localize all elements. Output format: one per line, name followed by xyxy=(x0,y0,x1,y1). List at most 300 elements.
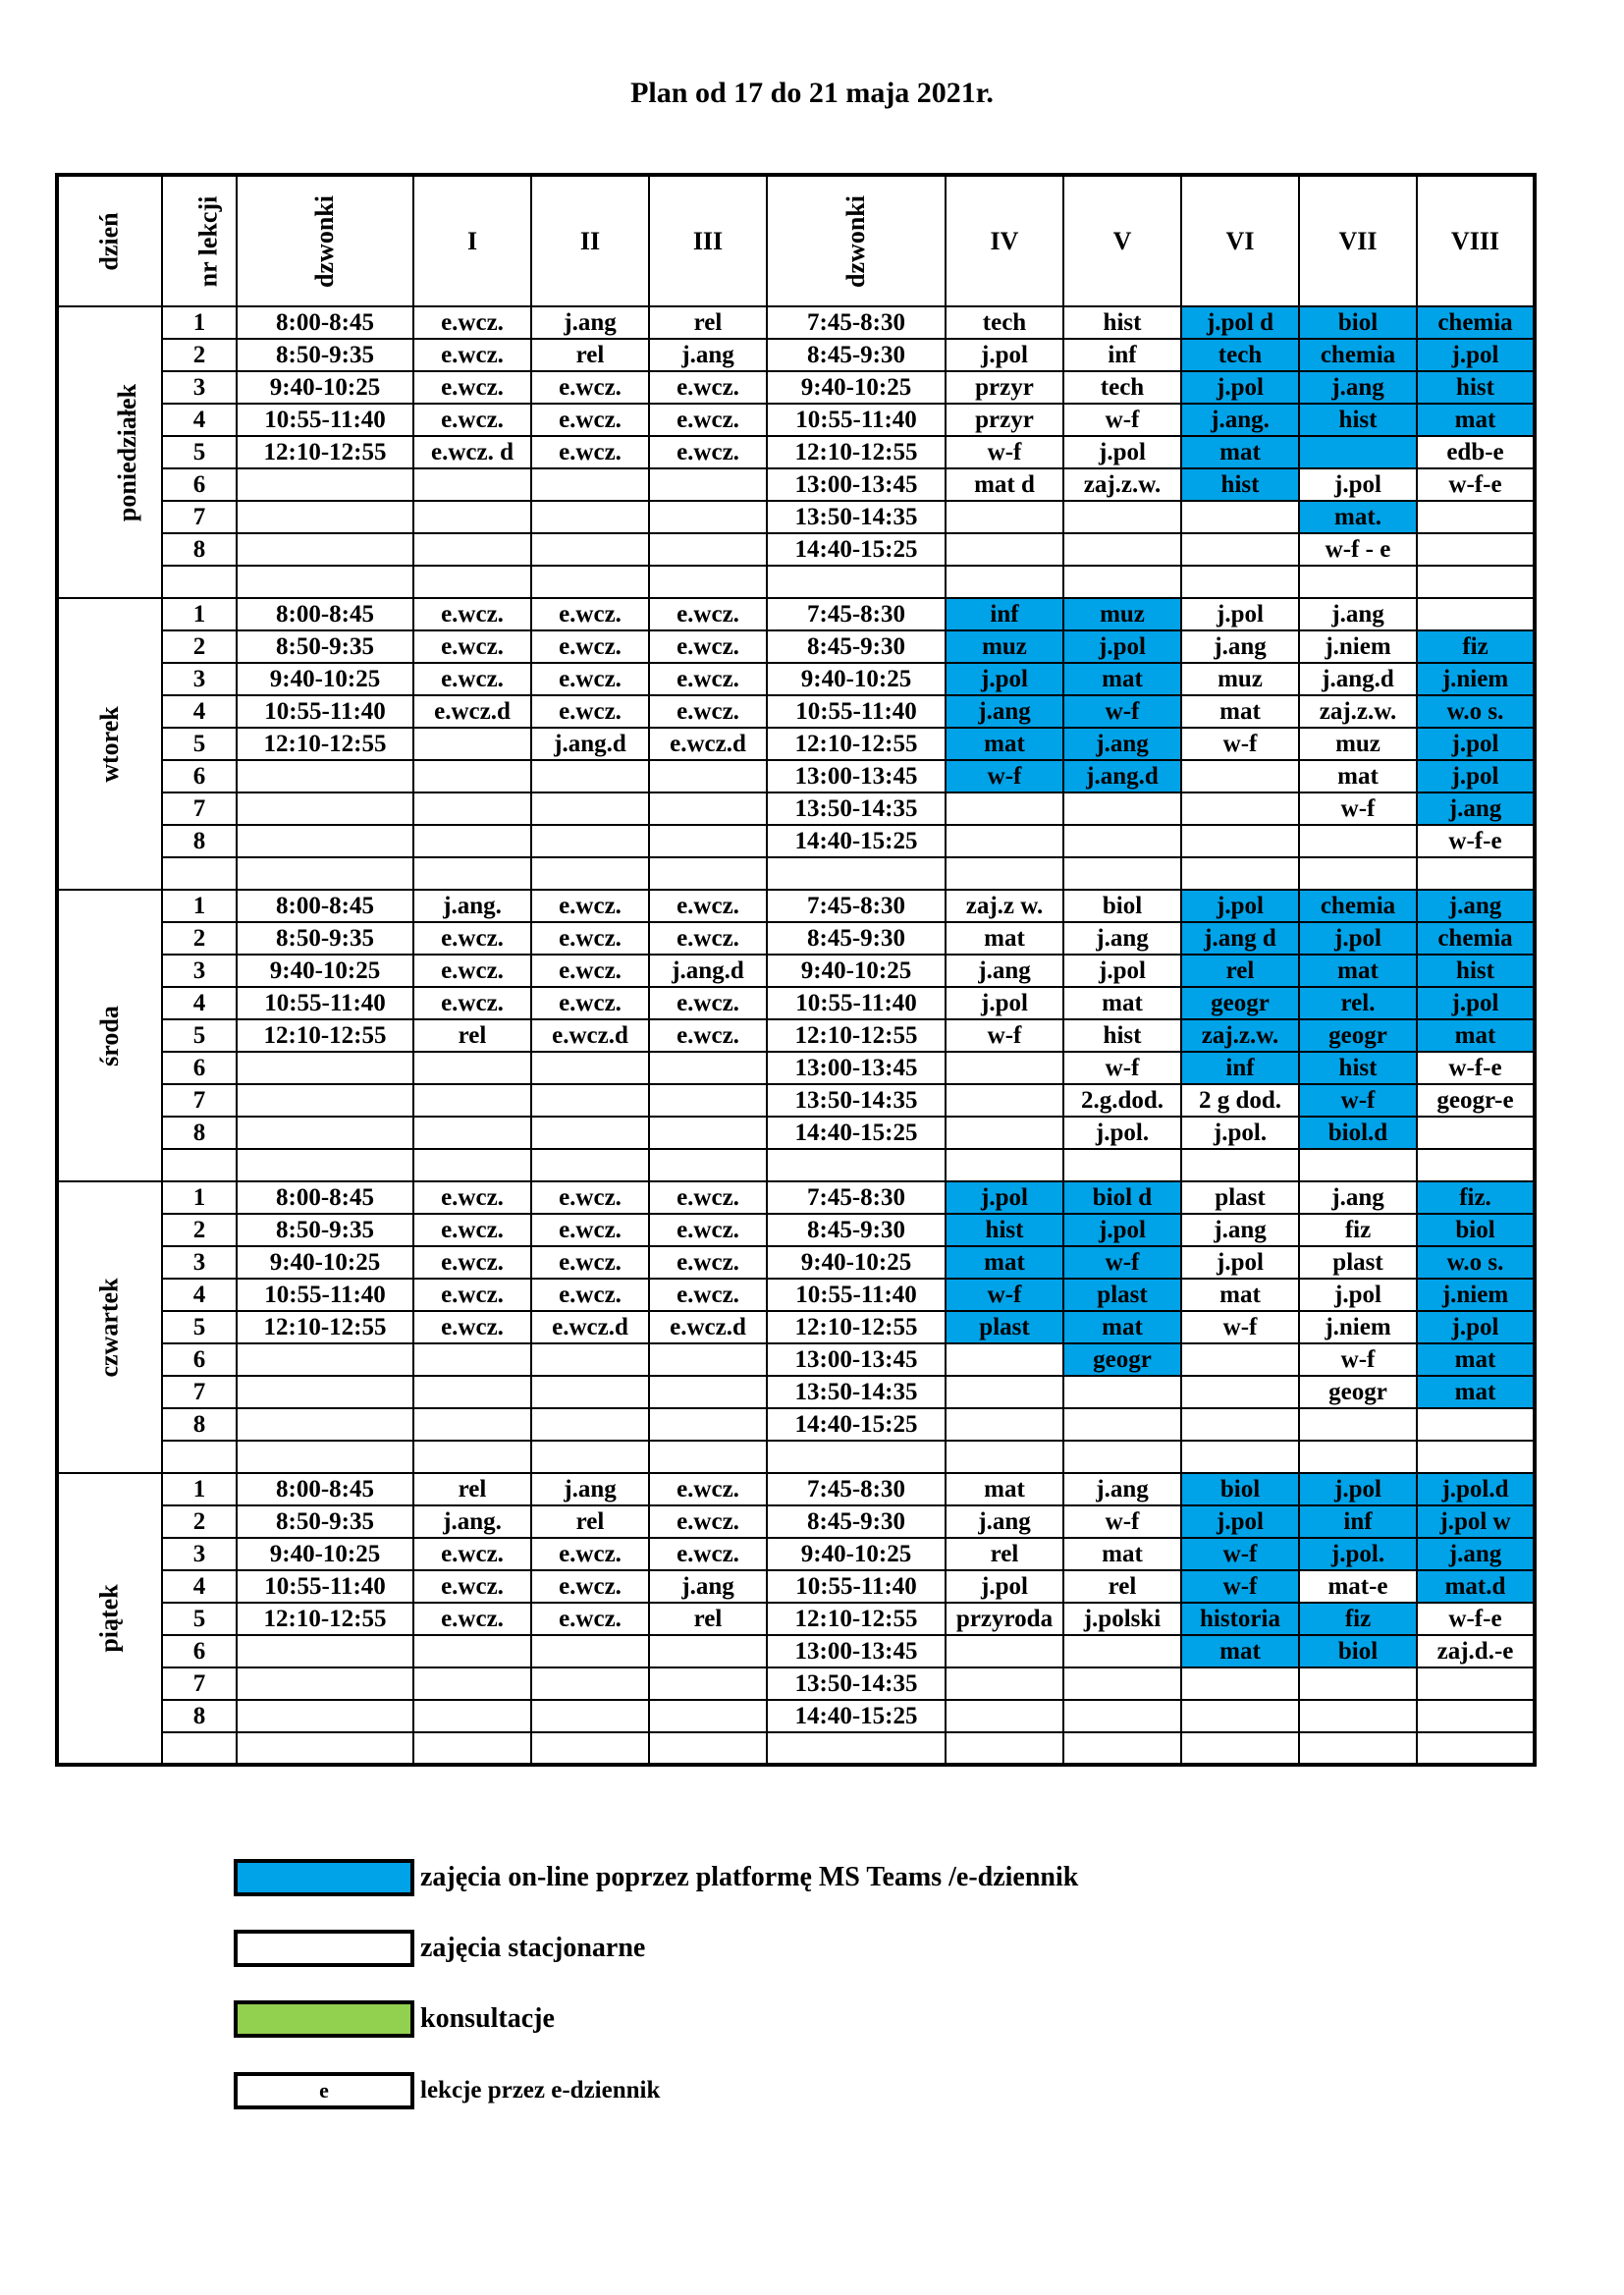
lesson-number: 3 xyxy=(162,1538,237,1570)
lesson-cell-IV: w-f xyxy=(946,1019,1063,1052)
table-row xyxy=(57,922,1535,955)
table-row xyxy=(57,1279,1535,1311)
empty-cell xyxy=(162,566,237,598)
table-row xyxy=(57,630,1535,663)
lesson-cell-II xyxy=(531,501,649,533)
lesson-cell-VII: mat. xyxy=(1299,501,1417,533)
empty-cell xyxy=(413,1149,531,1181)
legend-swatch: e xyxy=(234,2072,414,2109)
lesson-cell-VIII: j.pol xyxy=(1417,760,1535,792)
table-row xyxy=(57,890,1535,922)
lesson-cell-I: e.wcz. xyxy=(413,1181,531,1214)
empty-cell xyxy=(1181,1441,1299,1473)
table-row xyxy=(57,1084,1535,1117)
lesson-cell-V: muz xyxy=(1063,598,1181,630)
empty-cell xyxy=(237,857,413,890)
lesson-cell-II: e.wcz. xyxy=(531,922,649,955)
table-row xyxy=(57,1246,1535,1279)
lesson-number: 3 xyxy=(162,1246,237,1279)
lesson-cell-I xyxy=(413,1343,531,1376)
lesson-cell-VI: mat xyxy=(1181,436,1299,468)
table-row xyxy=(57,1635,1535,1667)
lesson-cell-VI: plast xyxy=(1181,1181,1299,1214)
lesson-cell-VIII: j.ang xyxy=(1417,1538,1535,1570)
bell-time: 12:10-12:55 xyxy=(767,1603,946,1635)
bell-time: 8:00-8:45 xyxy=(237,306,413,339)
lesson-cell-VI: j.pol d xyxy=(1181,306,1299,339)
lesson-cell-VII: w-f xyxy=(1299,792,1417,825)
lesson-cell-I: e.wcz.d xyxy=(413,695,531,728)
lesson-cell-III: e.wcz. xyxy=(649,1538,767,1570)
lesson-cell-III: j.ang.d xyxy=(649,955,767,987)
lesson-cell-III xyxy=(649,1084,767,1117)
lesson-cell-IV: przyroda xyxy=(946,1603,1063,1635)
empty-cell xyxy=(1299,1149,1417,1181)
lesson-cell-III xyxy=(649,533,767,566)
lesson-cell-III xyxy=(649,1408,767,1441)
table-row xyxy=(57,1473,1535,1505)
lesson-cell-III xyxy=(649,792,767,825)
lesson-cell-VIII: w.o s. xyxy=(1417,695,1535,728)
empty-cell xyxy=(946,1732,1063,1765)
lesson-cell-IV: mat xyxy=(946,728,1063,760)
lesson-cell-VI: j.ang. xyxy=(1181,404,1299,436)
lesson-cell-VI: geogr xyxy=(1181,987,1299,1019)
empty-cell xyxy=(1299,1732,1417,1765)
empty-cell xyxy=(1181,857,1299,890)
lesson-number: 5 xyxy=(162,1311,237,1343)
lesson-cell-VIII: j.ang xyxy=(1417,890,1535,922)
bell-time: 14:40-15:25 xyxy=(767,1408,946,1441)
table-row xyxy=(57,306,1535,339)
lesson-cell-I: rel xyxy=(413,1473,531,1505)
empty-cell xyxy=(767,1441,946,1473)
lesson-cell-IV: hist xyxy=(946,1214,1063,1246)
lesson-cell-I xyxy=(413,1376,531,1408)
bell-time: 8:00-8:45 xyxy=(237,890,413,922)
lesson-cell-I: e.wcz. xyxy=(413,1214,531,1246)
lesson-cell-VII: w-f xyxy=(1299,1084,1417,1117)
lesson-cell-VII xyxy=(1299,1408,1417,1441)
empty-cell xyxy=(1063,566,1181,598)
lesson-number: 1 xyxy=(162,1181,237,1214)
lesson-cell-VI xyxy=(1181,1700,1299,1732)
table-row xyxy=(57,436,1535,468)
lesson-cell-I: e.wcz. xyxy=(413,598,531,630)
bell-time: 8:50-9:35 xyxy=(237,339,413,371)
lesson-cell-VIII xyxy=(1417,1408,1535,1441)
lesson-cell-V: j.pol xyxy=(1063,436,1181,468)
lesson-number: 2 xyxy=(162,630,237,663)
lesson-cell-VI: j.pol xyxy=(1181,598,1299,630)
lesson-cell-I xyxy=(413,1052,531,1084)
lesson-cell-IV: mat d xyxy=(946,468,1063,501)
lesson-cell-V: j.pol. xyxy=(1063,1117,1181,1149)
lesson-cell-I xyxy=(413,760,531,792)
empty-cell xyxy=(1063,1732,1181,1765)
lesson-cell-IV xyxy=(946,1700,1063,1732)
lesson-cell-II: e.wcz. xyxy=(531,1214,649,1246)
empty-cell xyxy=(1417,1149,1535,1181)
lesson-cell-IV: j.ang xyxy=(946,955,1063,987)
header-class-II: II xyxy=(531,175,649,306)
lesson-cell-VII: fiz xyxy=(1299,1603,1417,1635)
lesson-cell-V: zaj.z.w. xyxy=(1063,468,1181,501)
bell-time: 8:50-9:35 xyxy=(237,922,413,955)
bell-time: 8:00-8:45 xyxy=(237,1473,413,1505)
table-row xyxy=(57,1505,1535,1538)
empty-cell xyxy=(531,1149,649,1181)
bell-time: 13:00-13:45 xyxy=(767,760,946,792)
lesson-cell-I: e.wcz. d xyxy=(413,436,531,468)
lesson-number: 7 xyxy=(162,501,237,533)
lesson-cell-I xyxy=(413,533,531,566)
lesson-cell-III xyxy=(649,1635,767,1667)
header-bells-2: dzwonki xyxy=(767,175,946,306)
empty-cell xyxy=(1417,857,1535,890)
lesson-cell-III: e.wcz. xyxy=(649,890,767,922)
lesson-cell-I: j.ang. xyxy=(413,890,531,922)
lesson-cell-VIII: j.niem xyxy=(1417,1279,1535,1311)
lesson-cell-VIII: j.pol xyxy=(1417,339,1535,371)
lesson-cell-II: e.wcz. xyxy=(531,630,649,663)
empty-cell xyxy=(531,1732,649,1765)
lesson-cell-VII: fiz xyxy=(1299,1214,1417,1246)
empty-cell xyxy=(162,857,237,890)
bell-time: 10:55-11:40 xyxy=(237,987,413,1019)
table-row xyxy=(57,598,1535,630)
lesson-cell-V: rel xyxy=(1063,1570,1181,1603)
lesson-cell-II: e.wcz. xyxy=(531,1181,649,1214)
lesson-cell-V: mat xyxy=(1063,1538,1181,1570)
lesson-cell-VII xyxy=(1299,1700,1417,1732)
lesson-cell-VII: mat xyxy=(1299,760,1417,792)
lesson-cell-V: j.pol xyxy=(1063,955,1181,987)
lesson-cell-VI xyxy=(1181,1376,1299,1408)
table-row xyxy=(57,1311,1535,1343)
lesson-cell-I: e.wcz. xyxy=(413,1311,531,1343)
lesson-cell-VI xyxy=(1181,533,1299,566)
bell-time: 12:10-12:55 xyxy=(237,1603,413,1635)
lesson-cell-IV: j.ang xyxy=(946,695,1063,728)
lesson-cell-IV: j.ang xyxy=(946,1505,1063,1538)
lesson-cell-III: e.wcz. xyxy=(649,436,767,468)
lesson-cell-III xyxy=(649,760,767,792)
lesson-cell-V: j.ang xyxy=(1063,1473,1181,1505)
bell-time xyxy=(237,1052,413,1084)
header-class-V: V xyxy=(1063,175,1181,306)
lesson-cell-VIII: mat xyxy=(1417,1019,1535,1052)
lesson-cell-V xyxy=(1063,1700,1181,1732)
lesson-cell-II: j.ang.d xyxy=(531,728,649,760)
day-separator-row xyxy=(57,1732,1535,1765)
header-lesson-number: nr lekcji xyxy=(162,175,237,306)
lesson-cell-II xyxy=(531,825,649,857)
lesson-cell-I: e.wcz. xyxy=(413,955,531,987)
empty-cell xyxy=(531,566,649,598)
lesson-cell-VII: j.niem xyxy=(1299,1311,1417,1343)
lesson-cell-IV xyxy=(946,1343,1063,1376)
table-row xyxy=(57,1117,1535,1149)
lesson-cell-V: j.ang.d xyxy=(1063,760,1181,792)
lesson-number: 6 xyxy=(162,1343,237,1376)
lesson-cell-III: j.ang xyxy=(649,339,767,371)
bell-time: 12:10-12:55 xyxy=(237,1311,413,1343)
lesson-cell-VIII: j.pol.d xyxy=(1417,1473,1535,1505)
lesson-cell-IV xyxy=(946,1084,1063,1117)
lesson-number: 3 xyxy=(162,371,237,404)
lesson-cell-VIII: hist xyxy=(1417,371,1535,404)
lesson-cell-I: e.wcz. xyxy=(413,922,531,955)
bell-time: 9:40-10:25 xyxy=(237,663,413,695)
empty-cell xyxy=(1063,857,1181,890)
lesson-cell-VI: tech xyxy=(1181,339,1299,371)
lesson-cell-VI: biol xyxy=(1181,1473,1299,1505)
lesson-cell-IV xyxy=(946,825,1063,857)
lesson-cell-VIII: mat.d xyxy=(1417,1570,1535,1603)
bell-time: 7:45-8:30 xyxy=(767,890,946,922)
lesson-cell-II: e.wcz. xyxy=(531,1570,649,1603)
schedule-table xyxy=(55,173,1537,1767)
empty-cell xyxy=(649,1732,767,1765)
lesson-cell-VII: j.pol xyxy=(1299,1279,1417,1311)
bell-time xyxy=(237,1117,413,1149)
lesson-cell-VII: j.ang xyxy=(1299,1181,1417,1214)
lesson-cell-VII: hist xyxy=(1299,1052,1417,1084)
lesson-cell-II: e.wcz.d xyxy=(531,1311,649,1343)
bell-time: 14:40-15:25 xyxy=(767,825,946,857)
lesson-cell-VII: geogr xyxy=(1299,1019,1417,1052)
lesson-cell-I: e.wcz. xyxy=(413,339,531,371)
bell-time: 10:55-11:40 xyxy=(237,404,413,436)
lesson-cell-V xyxy=(1063,1408,1181,1441)
empty-cell xyxy=(1417,1441,1535,1473)
lesson-cell-VI: j.pol xyxy=(1181,1246,1299,1279)
lesson-cell-III: e.wcz. xyxy=(649,404,767,436)
lesson-number: 7 xyxy=(162,1376,237,1408)
lesson-cell-VIII: mat xyxy=(1417,1343,1535,1376)
table-row xyxy=(57,1019,1535,1052)
lesson-cell-V: w-f xyxy=(1063,1052,1181,1084)
lesson-cell-II: e.wcz. xyxy=(531,1246,649,1279)
lesson-cell-I xyxy=(413,792,531,825)
lesson-cell-III: e.wcz. xyxy=(649,1181,767,1214)
lesson-cell-II xyxy=(531,792,649,825)
table-row xyxy=(57,339,1535,371)
bell-time: 10:55-11:40 xyxy=(767,404,946,436)
lesson-cell-VI: mat xyxy=(1181,1635,1299,1667)
lesson-cell-VII xyxy=(1299,1667,1417,1700)
lesson-cell-II: e.wcz. xyxy=(531,436,649,468)
lesson-cell-VII: j.niem xyxy=(1299,630,1417,663)
bell-time: 8:45-9:30 xyxy=(767,1214,946,1246)
lesson-cell-III xyxy=(649,1667,767,1700)
day-label: wtorek xyxy=(57,598,162,890)
lesson-cell-V: j.pol xyxy=(1063,630,1181,663)
lesson-cell-VII: mat xyxy=(1299,955,1417,987)
legend-item xyxy=(234,1859,1079,1894)
lesson-number: 5 xyxy=(162,728,237,760)
lesson-cell-II xyxy=(531,1376,649,1408)
lesson-cell-I xyxy=(413,1117,531,1149)
empty-cell xyxy=(649,857,767,890)
lesson-cell-I xyxy=(413,1667,531,1700)
lesson-cell-II: e.wcz. xyxy=(531,695,649,728)
lesson-cell-III: e.wcz.d xyxy=(649,1311,767,1343)
day-separator-row xyxy=(57,1149,1535,1181)
legend-swatch xyxy=(234,1859,414,1896)
lesson-cell-V: j.polski xyxy=(1063,1603,1181,1635)
lesson-cell-V: 2.g.dod. xyxy=(1063,1084,1181,1117)
lesson-cell-II: e.wcz. xyxy=(531,1603,649,1635)
lesson-cell-VIII: fiz xyxy=(1417,630,1535,663)
lesson-cell-III: e.wcz. xyxy=(649,1246,767,1279)
table-row xyxy=(57,1214,1535,1246)
lesson-cell-IV: w-f xyxy=(946,760,1063,792)
lesson-cell-IV: j.pol xyxy=(946,339,1063,371)
lesson-cell-IV: j.pol xyxy=(946,1570,1063,1603)
lesson-cell-I: rel xyxy=(413,1019,531,1052)
lesson-cell-II: e.wcz.d xyxy=(531,1019,649,1052)
lesson-cell-VII: j.pol. xyxy=(1299,1538,1417,1570)
bell-time: 9:40-10:25 xyxy=(767,663,946,695)
lesson-cell-VII: w-f xyxy=(1299,1343,1417,1376)
bell-time: 8:50-9:35 xyxy=(237,630,413,663)
lesson-cell-V xyxy=(1063,792,1181,825)
lesson-cell-VI: mat xyxy=(1181,695,1299,728)
bell-time: 14:40-15:25 xyxy=(767,1117,946,1149)
bell-time xyxy=(237,792,413,825)
lesson-cell-VIII: biol xyxy=(1417,1214,1535,1246)
lesson-cell-III: e.wcz. xyxy=(649,1019,767,1052)
empty-cell xyxy=(946,857,1063,890)
table-row xyxy=(57,663,1535,695)
lesson-cell-V: geogr xyxy=(1063,1343,1181,1376)
lesson-cell-VII: w-f - e xyxy=(1299,533,1417,566)
empty-cell xyxy=(531,1441,649,1473)
table-row xyxy=(57,695,1535,728)
lesson-cell-VIII: chemia xyxy=(1417,922,1535,955)
lesson-cell-VIII: w-f-e xyxy=(1417,825,1535,857)
lesson-cell-V: biol d xyxy=(1063,1181,1181,1214)
lesson-cell-VI xyxy=(1181,760,1299,792)
lesson-cell-VI: 2 g dod. xyxy=(1181,1084,1299,1117)
lesson-cell-VIII: j.pol w xyxy=(1417,1505,1535,1538)
table-row xyxy=(57,792,1535,825)
lesson-number: 6 xyxy=(162,760,237,792)
lesson-cell-IV: przyr xyxy=(946,404,1063,436)
lesson-cell-V xyxy=(1063,533,1181,566)
lesson-cell-VI: w-f xyxy=(1181,1570,1299,1603)
lesson-number: 1 xyxy=(162,890,237,922)
table-row xyxy=(57,1343,1535,1376)
lesson-cell-IV xyxy=(946,1408,1063,1441)
lesson-number: 5 xyxy=(162,1019,237,1052)
lesson-cell-II: e.wcz. xyxy=(531,1538,649,1570)
lesson-cell-III: e.wcz. xyxy=(649,1505,767,1538)
bell-time: 12:10-12:55 xyxy=(237,436,413,468)
lesson-cell-IV xyxy=(946,1376,1063,1408)
lesson-cell-V: tech xyxy=(1063,371,1181,404)
lesson-cell-V: w-f xyxy=(1063,404,1181,436)
legend-item xyxy=(234,2072,1019,2107)
lesson-cell-VI: muz xyxy=(1181,663,1299,695)
lesson-cell-VI: hist xyxy=(1181,468,1299,501)
lesson-number: 4 xyxy=(162,404,237,436)
empty-cell xyxy=(531,857,649,890)
lesson-cell-VII: j.ang.d xyxy=(1299,663,1417,695)
empty-cell xyxy=(237,1732,413,1765)
lesson-cell-VI xyxy=(1181,1408,1299,1441)
empty-cell xyxy=(767,1149,946,1181)
header-class-VII: VII xyxy=(1299,175,1417,306)
header-day: dzień xyxy=(57,175,162,306)
lesson-cell-VI: j.ang d xyxy=(1181,922,1299,955)
lesson-cell-VIII: j.niem xyxy=(1417,663,1535,695)
lesson-cell-IV xyxy=(946,1052,1063,1084)
lesson-cell-VII: j.ang xyxy=(1299,598,1417,630)
lesson-cell-II xyxy=(531,760,649,792)
table-row xyxy=(57,1603,1535,1635)
lesson-cell-V: hist xyxy=(1063,1019,1181,1052)
lesson-cell-VII: geogr xyxy=(1299,1376,1417,1408)
table-row xyxy=(57,371,1535,404)
bell-time: 7:45-8:30 xyxy=(767,306,946,339)
lesson-number: 8 xyxy=(162,825,237,857)
lesson-cell-VII: hist xyxy=(1299,404,1417,436)
bell-time: 10:55-11:40 xyxy=(767,987,946,1019)
header-class-III: III xyxy=(649,175,767,306)
lesson-cell-III: rel xyxy=(649,306,767,339)
lesson-number: 5 xyxy=(162,436,237,468)
lesson-cell-V: biol xyxy=(1063,890,1181,922)
bell-time: 9:40-10:25 xyxy=(237,955,413,987)
lesson-cell-III xyxy=(649,825,767,857)
bell-time: 8:45-9:30 xyxy=(767,922,946,955)
lesson-cell-VII: mat-e xyxy=(1299,1570,1417,1603)
bell-time xyxy=(237,760,413,792)
legend-item xyxy=(234,2000,1019,2036)
lesson-cell-VIII: w.o s. xyxy=(1417,1246,1535,1279)
lesson-cell-IV xyxy=(946,792,1063,825)
bell-time: 14:40-15:25 xyxy=(767,533,946,566)
lesson-cell-VIII: j.ang xyxy=(1417,792,1535,825)
lesson-cell-IV: muz xyxy=(946,630,1063,663)
bell-time: 12:10-12:55 xyxy=(237,728,413,760)
lesson-cell-II: rel xyxy=(531,339,649,371)
lesson-cell-II xyxy=(531,468,649,501)
empty-cell xyxy=(237,1149,413,1181)
bell-time xyxy=(237,501,413,533)
lesson-cell-II: j.ang xyxy=(531,306,649,339)
bell-time xyxy=(237,1084,413,1117)
lesson-cell-VIII xyxy=(1417,598,1535,630)
day-label: środa xyxy=(57,890,162,1181)
bell-time: 13:50-14:35 xyxy=(767,1376,946,1408)
lesson-cell-VII: biol xyxy=(1299,1635,1417,1667)
lesson-cell-IV xyxy=(946,1117,1063,1149)
lesson-cell-VII: inf xyxy=(1299,1505,1417,1538)
table-row xyxy=(57,468,1535,501)
lesson-cell-VII xyxy=(1299,825,1417,857)
empty-cell xyxy=(1417,566,1535,598)
lesson-number: 6 xyxy=(162,1635,237,1667)
lesson-cell-I xyxy=(413,1084,531,1117)
lesson-cell-II xyxy=(531,1084,649,1117)
bell-time: 9:40-10:25 xyxy=(767,1246,946,1279)
lesson-cell-I: e.wcz. xyxy=(413,1279,531,1311)
lesson-number: 8 xyxy=(162,1408,237,1441)
